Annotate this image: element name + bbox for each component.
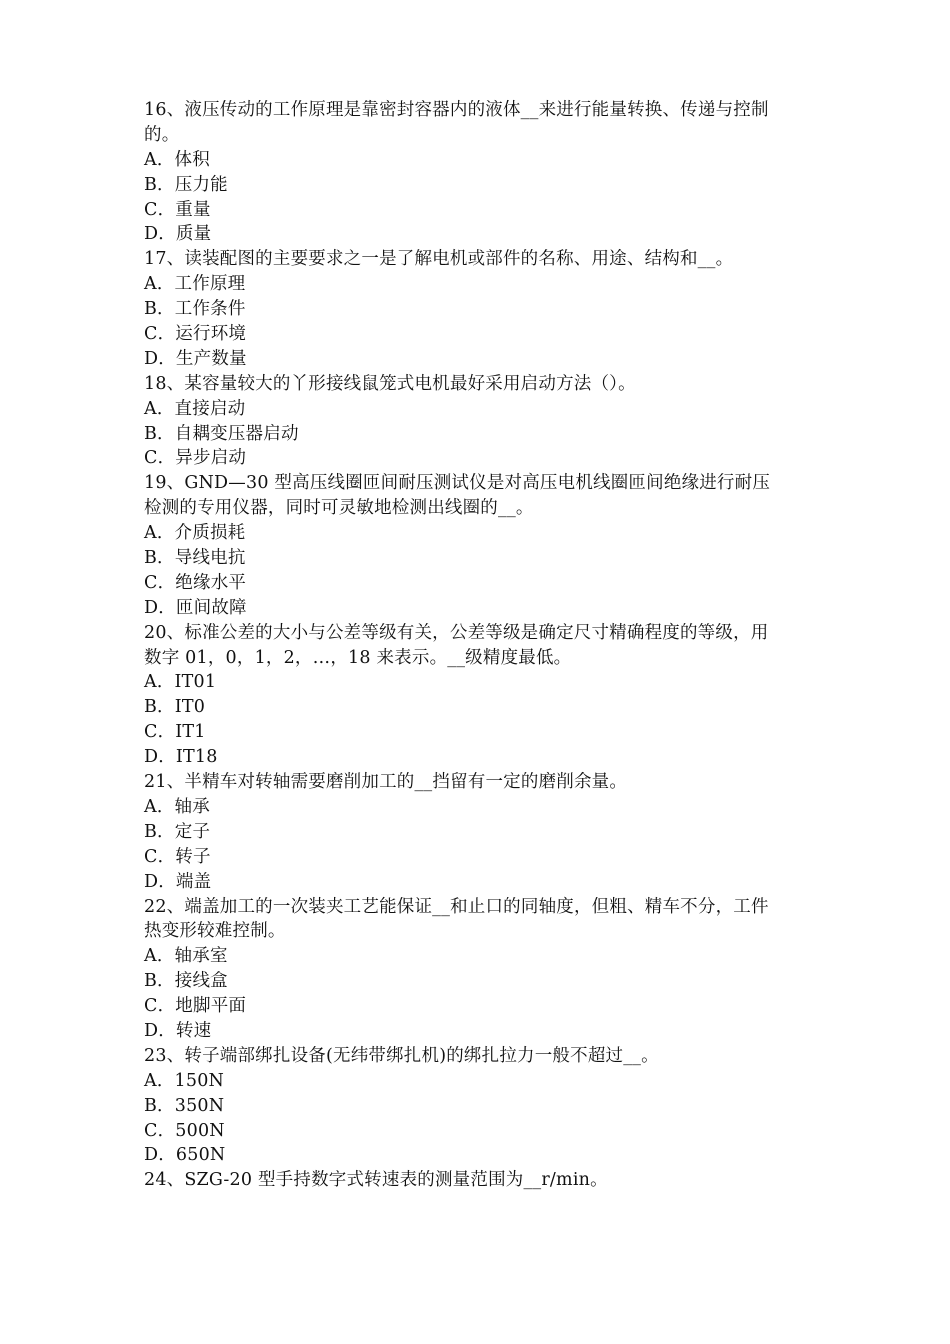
- question-16: [144, 98, 816, 247]
- option-a: A．IT01: [144, 672, 217, 693]
- option-b: B．定子: [144, 821, 211, 842]
- question-text: 16、液压传动的工作原理是靠密封容器内的液体__来进行能量转换、传递与控制: [144, 100, 769, 120]
- question-23: [144, 1044, 816, 1168]
- option-b: B．自耦变压器启动: [144, 423, 299, 444]
- option-a: A．工作原理: [144, 274, 246, 295]
- option-d: D．质量: [144, 224, 212, 245]
- option-a: A．直接启动: [144, 398, 246, 419]
- document-page: [144, 98, 816, 1193]
- question-text: 21、半精车对转轴需要磨削加工的__挡留有一定的磨削余量。: [144, 772, 628, 793]
- question-text: 22、端盖加工的一次装夹工艺能保证__和止口的同轴度，但粗、精车不分，工件: [144, 896, 769, 917]
- option-c: C．地脚平面: [144, 996, 247, 1017]
- option-c: C．运行环境: [144, 324, 247, 345]
- question-19: [144, 471, 816, 620]
- option-c: C．绝缘水平: [144, 572, 247, 593]
- option-b: B．IT0: [144, 697, 206, 718]
- question-17: [144, 247, 816, 371]
- option-b: B．工作条件: [144, 299, 246, 320]
- option-a: A．150N: [144, 1070, 225, 1091]
- option-d: D．匝间故障: [144, 597, 247, 618]
- question-21: [144, 770, 816, 894]
- option-c: C．异步启动: [144, 448, 247, 469]
- question-text: 19、GND—30 型高压线圈匝间耐压测试仪是对高压电机线圈匝间绝缘进行耐压: [144, 473, 771, 494]
- question-text: 17、读装配图的主要要求之一是了解电机或部件的名称、用途、结构和__。: [144, 249, 734, 270]
- option-c: C．重量: [144, 199, 211, 220]
- option-a: A．介质损耗: [144, 523, 246, 544]
- question-18: [144, 372, 816, 472]
- option-a: A．体积: [144, 149, 210, 170]
- option-b: B．接线盒: [144, 971, 228, 992]
- question-20: [144, 621, 816, 770]
- question-text: 24、SZG-20 型手持数字式转速表的测量范围为__r/min。: [144, 1170, 608, 1191]
- option-a: A．轴承: [144, 796, 210, 817]
- option-d: D．转速: [144, 1020, 212, 1041]
- question-text: 18、某容量较大的丫形接线鼠笼式电机最好采用启动方法（）。: [144, 373, 636, 394]
- option-b: B．压力能: [144, 174, 228, 195]
- option-d: D．IT18: [144, 747, 218, 768]
- question-text: 23、转子端部绑扎设备(无纬带绑扎机)的绑扎拉力一般不超过__。: [144, 1045, 659, 1066]
- option-d: D．650N: [144, 1145, 226, 1166]
- question-text: 热变形较难控制。: [144, 921, 286, 942]
- option-d: D．端盖: [144, 871, 212, 892]
- option-c: C．IT1: [144, 722, 206, 743]
- option-d: D．生产数量: [144, 348, 247, 369]
- question-22: [144, 895, 816, 1044]
- question-text: 数字 01，0，1，2，…，18 来表示。__级精度最低。: [144, 647, 572, 668]
- option-c: C．500N: [144, 1120, 225, 1141]
- option-a: A．轴承室: [144, 946, 228, 967]
- question-text: 检测的专用仪器，同时可灵敏地检测出线圈的__。: [144, 498, 534, 519]
- question-text: 20、标准公差的大小与公差等级有关，公差等级是确定尺寸精确程度的等级，用: [144, 622, 769, 643]
- option-c: C．转子: [144, 846, 211, 867]
- question-text: 的。: [144, 124, 180, 145]
- option-b: B．导线电抗: [144, 548, 246, 569]
- option-b: B．350N: [144, 1095, 225, 1116]
- question-24: [144, 1168, 816, 1193]
